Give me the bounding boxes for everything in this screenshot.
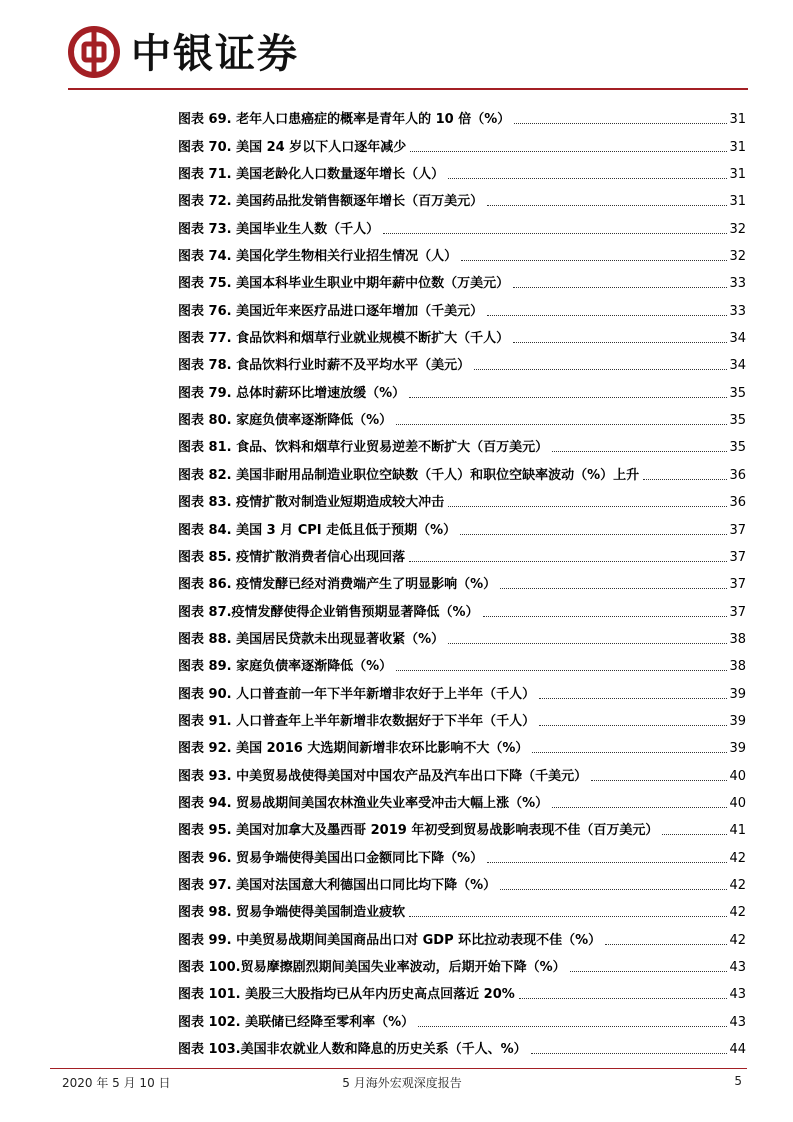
toc-entry-page: 32 [729, 249, 746, 265]
toc-entry[interactable] [178, 156, 746, 183]
toc-entry-page: 43 [729, 960, 746, 975]
toc-entry[interactable] [178, 593, 746, 620]
toc-entry-page: 33 [729, 276, 746, 292]
toc-entry-label: 图表 94. 贸易战期间美国农林渔业失业率受冲击大幅上涨（%） [178, 795, 549, 811]
toc-entry-page: 31 [729, 194, 746, 210]
toc-leader-dots [662, 834, 727, 835]
toc-entry-label: 图表 82. 美国非耐用品制造业职位空缺数（千人）和职位空缺率波动（%）上升 [178, 467, 640, 483]
toc-entry-label: 图表 78. 食品饮料行业时薪不及平均水平（美元） [178, 358, 471, 374]
toc-entry-page: 40 [729, 795, 746, 811]
toc-entry[interactable] [178, 210, 746, 237]
toc-entry-page: 36 [729, 467, 746, 483]
toc-entry[interactable] [178, 456, 746, 483]
toc-entry-label: 图表 97. 美国对法国意大利德国出口同比均下降（%） [178, 877, 497, 893]
toc-entry[interactable] [178, 621, 746, 648]
toc-entry[interactable] [178, 1003, 746, 1030]
toc-entry-label: 图表 87.疫情发酵使得企业销售预期显著降低（%） [178, 604, 479, 620]
toc-entry-label: 图表 71. 美国老龄化人口数量逐年增长（人） [178, 167, 445, 183]
toc-entry-label: 图表 70. 美国 24 岁以下人口逐年减少 [178, 139, 407, 155]
toc-entry-label: 图表 79. 总体时薪环比增速放缓（%） [178, 385, 406, 401]
toc-entry-label: 图表 88. 美国居民贷款未出现显著收紧（%） [178, 631, 445, 647]
toc-entry-page: 39 [729, 686, 746, 702]
toc-entry-label: 图表 77. 食品饮料和烟草行业就业规模不断扩大（千人） [178, 331, 510, 347]
toc-entry-page: 35 [729, 385, 746, 401]
toc-leader-dots [591, 780, 727, 781]
toc-entry-page: 35 [729, 413, 746, 429]
toc-entry[interactable] [178, 566, 746, 593]
toc-leader-dots [409, 916, 727, 917]
toc-entry-label: 图表 102. 美联储已经降至零利率（%） [178, 1014, 415, 1030]
toc-entry-page: 37 [729, 522, 746, 538]
toc-leader-dots [539, 725, 727, 726]
toc-entry[interactable] [178, 183, 746, 210]
toc-entry[interactable] [178, 1031, 746, 1058]
toc-leader-dots [519, 998, 728, 999]
toc-entry[interactable] [178, 511, 746, 538]
toc-entry-page: 31 [729, 167, 746, 183]
toc-entry-page: 33 [729, 303, 746, 319]
footer-page-number: 5 [734, 1074, 742, 1088]
toc-leader-dots [605, 944, 727, 945]
toc-leader-dots [409, 397, 727, 398]
footer-divider [50, 1068, 747, 1069]
toc-leader-dots [531, 1053, 728, 1054]
toc-entry[interactable] [178, 374, 746, 401]
toc-entry-label: 图表 76. 美国近年来医疗品进口逐年增加（千美元） [178, 303, 484, 319]
toc-entry[interactable] [178, 238, 746, 265]
toc-entry[interactable] [178, 921, 746, 948]
toc-leader-dots [532, 752, 727, 753]
toc-entry-label: 图表 69. 老年人口患癌症的概率是青年人的 10 倍（%） [178, 112, 511, 128]
toc-entry[interactable] [178, 703, 746, 730]
toc-entry-page: 44 [729, 1042, 746, 1058]
toc-entry-page: 31 [729, 139, 746, 155]
toc-leader-dots [460, 534, 727, 535]
toc-leader-dots [487, 862, 727, 863]
toc-leader-dots [487, 315, 727, 316]
toc-entry-label: 图表 89. 家庭负债率逐渐降低（%） [178, 659, 393, 675]
footer-date: 2020 年 5 月 10 日 [62, 1076, 171, 1090]
toc-entry-label: 图表 86. 疫情发酵已经对消费端产生了明显影响（%） [178, 577, 497, 593]
toc-leader-dots [448, 506, 727, 507]
toc-leader-dots [410, 151, 727, 152]
toc-entry-label: 图表 73. 美国毕业生人数（千人） [178, 221, 380, 237]
toc-entry[interactable] [178, 648, 746, 675]
bank-of-china-logo-icon [68, 26, 120, 78]
toc-entry-page: 37 [729, 549, 746, 565]
toc-entry[interactable] [178, 976, 746, 1003]
toc-leader-dots [552, 451, 727, 452]
toc-leader-dots [461, 260, 727, 261]
toc-leader-dots [643, 479, 727, 480]
toc-entry-label: 图表 100.贸易摩擦剧烈期间美国失业率波动，后期开始下降（%） [178, 960, 566, 975]
toc-entry[interactable] [178, 539, 746, 566]
toc-leader-dots [396, 670, 727, 671]
toc-entry[interactable] [178, 128, 746, 155]
toc-entry-page: 37 [729, 577, 746, 593]
toc-entry-page: 37 [729, 604, 746, 620]
toc-leader-dots [483, 616, 728, 617]
toc-entry-label: 图表 93. 中美贸易战使得美国对中国农产品及汽车出口下降（千美元） [178, 768, 588, 784]
toc-entry[interactable] [178, 347, 746, 374]
toc-entry-page: 39 [729, 713, 746, 729]
toc-entry-label: 图表 96. 贸易争端使得美国出口金额同比下降（%） [178, 850, 484, 866]
toc-entry-label: 图表 74. 美国化学生物相关行业招生情况（人） [178, 249, 458, 265]
toc-entry-label: 图表 95. 美国对加拿大及墨西哥 2019 年初受到贸易战影响表现不佳（百万美元） [178, 823, 659, 839]
toc-entry-label: 图表 75. 美国本科毕业生职业中期年薪中位数（万美元） [178, 276, 510, 292]
toc-entry-page: 35 [729, 440, 746, 456]
toc-entry-label: 图表 90. 人口普查前一年下半年新增非农好于上半年（千人） [178, 686, 536, 702]
toc-entry[interactable] [178, 785, 746, 812]
toc-entry[interactable] [178, 730, 746, 757]
toc-entry[interactable] [178, 484, 746, 511]
toc-leader-dots [474, 369, 727, 370]
toc-leader-dots [513, 287, 727, 288]
header [68, 26, 748, 88]
toc-leader-dots [448, 178, 727, 179]
toc-leader-dots [487, 205, 727, 206]
toc-leader-dots [500, 588, 727, 589]
brand-name: 中银证券 [131, 31, 299, 77]
toc-entry[interactable] [178, 757, 746, 784]
toc-entry-label: 图表 101. 美股三大股指均已从年内历史高点回落近 20% [178, 987, 515, 1003]
toc-entry-page: 32 [729, 221, 746, 237]
toc-entry[interactable] [178, 320, 746, 347]
toc-entry-page: 42 [729, 905, 746, 921]
toc-entry[interactable] [178, 949, 746, 976]
toc-entry-page: 38 [729, 659, 746, 675]
toc-entry[interactable] [178, 839, 746, 866]
toc-leader-dots [396, 424, 727, 425]
toc-entry-page: 38 [729, 631, 746, 647]
toc-entry-page: 31 [729, 112, 746, 128]
toc-leader-dots [539, 698, 727, 699]
toc-leader-dots [383, 233, 727, 234]
toc-entry-label: 图表 84. 美国 3 月 CPI 走低且低于预期（%） [178, 522, 457, 538]
toc-entry-label: 图表 81. 食品、饮料和烟草行业贸易逆差不断扩大（百万美元） [178, 440, 549, 456]
toc-entry-label: 图表 85. 疫情扩散消费者信心出现回落 [178, 549, 406, 565]
toc-entry[interactable] [178, 292, 746, 319]
toc-entry[interactable] [178, 675, 746, 702]
toc-entry-page: 42 [729, 932, 746, 948]
toc-entry[interactable] [178, 429, 746, 456]
toc-leader-dots [513, 342, 727, 343]
toc-entry-page: 43 [729, 1014, 746, 1030]
toc-entry-page: 36 [729, 495, 746, 511]
toc-entry-label: 图表 72. 美国药品批发销售额逐年增长（百万美元） [178, 194, 484, 210]
toc-entry-label: 图表 99. 中美贸易战期间美国商品出口对 GDP 环比拉动表现不佳（%） [178, 932, 602, 948]
header-divider [68, 88, 748, 90]
toc-entry-page: 42 [729, 850, 746, 866]
toc-entry[interactable] [178, 265, 746, 292]
toc-entry[interactable] [178, 894, 746, 921]
toc-entry-label: 图表 80. 家庭负债率逐渐降低（%） [178, 413, 393, 429]
toc-leader-dots [448, 643, 727, 644]
toc-leader-dots [570, 971, 728, 972]
toc-entry-page: 42 [729, 877, 746, 893]
toc-leader-dots [500, 889, 727, 890]
toc-entry-page: 43 [729, 987, 746, 1003]
table-of-figures [178, 101, 746, 1058]
toc-entry-label: 图表 98. 贸易争端使得美国制造业疲软 [178, 905, 406, 921]
toc-entry-page: 39 [729, 741, 746, 757]
toc-entry-page: 40 [729, 768, 746, 784]
toc-entry[interactable] [178, 101, 746, 128]
toc-entry-label: 图表 103.美国非农就业人数和降息的历史关系（千人、%） [178, 1042, 527, 1058]
toc-entry[interactable] [178, 402, 746, 429]
toc-entry-label: 图表 91. 人口普查年上半年新增非农数据好于下半年（千人） [178, 713, 536, 729]
toc-leader-dots [552, 807, 727, 808]
toc-entry-page: 34 [729, 358, 746, 374]
toc-leader-dots [514, 123, 727, 124]
toc-leader-dots [409, 561, 727, 562]
toc-entry-label: 图表 92. 美国 2016 大选期间新增非农环比影响不大（%） [178, 741, 529, 757]
toc-entry-page: 41 [729, 823, 746, 839]
toc-entry[interactable] [178, 867, 746, 894]
footer-report-title: 5 月海外宏观深度报告 [342, 1076, 462, 1090]
toc-entry[interactable] [178, 812, 746, 839]
toc-entry-page: 34 [729, 331, 746, 347]
toc-entry-label: 图表 83. 疫情扩散对制造业短期造成较大冲击 [178, 495, 445, 511]
toc-leader-dots [418, 1026, 727, 1027]
